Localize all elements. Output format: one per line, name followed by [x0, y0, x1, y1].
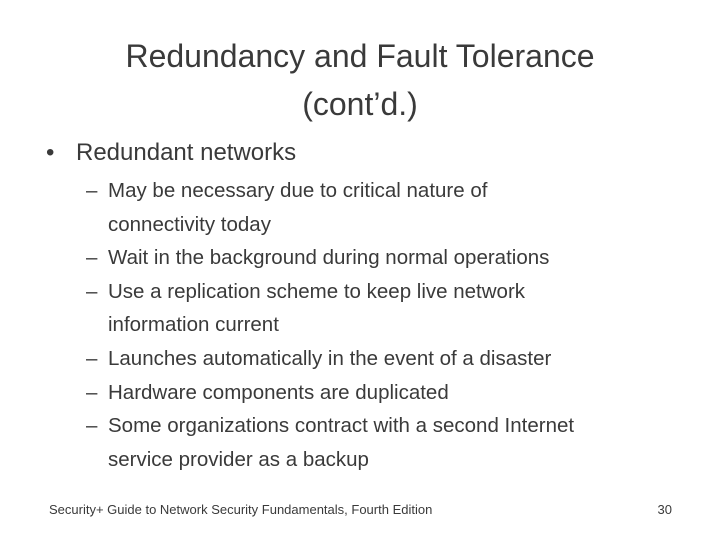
slide-title [40, 32, 680, 128]
sub-bullet-list [86, 174, 676, 476]
sub-bullet-text: Use a replication scheme to keep live network [108, 279, 526, 303]
sub-bullet-text: connectivity today [108, 212, 271, 236]
footer-source: Security+ Guide to Network Security Fundamentals, Fourth Edition [49, 502, 433, 517]
sub-bullet-dash: – [86, 246, 98, 270]
sub-bullet-text: Wait in the background during normal operations [108, 246, 550, 270]
sub-bullet-dash: – [86, 179, 98, 202]
sub-bullet-dash: – [86, 380, 98, 404]
page-number: 30 [657, 502, 672, 517]
bullet-dot: • [46, 139, 55, 166]
sub-bullet-dash: – [86, 414, 98, 438]
sub-bullet-text: Hardware components are duplicated [108, 380, 449, 404]
slide-title-line-1: Redundancy and Fault Tolerance [125, 38, 595, 74]
sub-bullet-text: May be necessary due to critical nature of [108, 179, 488, 202]
bullet-text: Redundant networks [76, 139, 297, 166]
sub-bullet-item [86, 376, 676, 410]
sub-bullet-item [86, 342, 676, 376]
sub-bullet-item [86, 409, 676, 476]
sub-bullet-text: information current [108, 313, 279, 337]
sub-bullet-text: Launches automatically in the event of a disaster [108, 346, 552, 370]
sub-bullet-text: service provider as a backup [108, 447, 369, 471]
sub-bullet-item [86, 174, 676, 241]
sub-bullet-dash: – [86, 279, 98, 303]
slide-title-line-2: (cont’d.) [302, 86, 418, 122]
sub-bullet-item [86, 275, 676, 342]
sub-bullet-text: Some organizations contract with a second Internet [108, 414, 575, 438]
sub-bullet-item [86, 241, 676, 275]
sub-bullet-dash: – [86, 346, 98, 370]
